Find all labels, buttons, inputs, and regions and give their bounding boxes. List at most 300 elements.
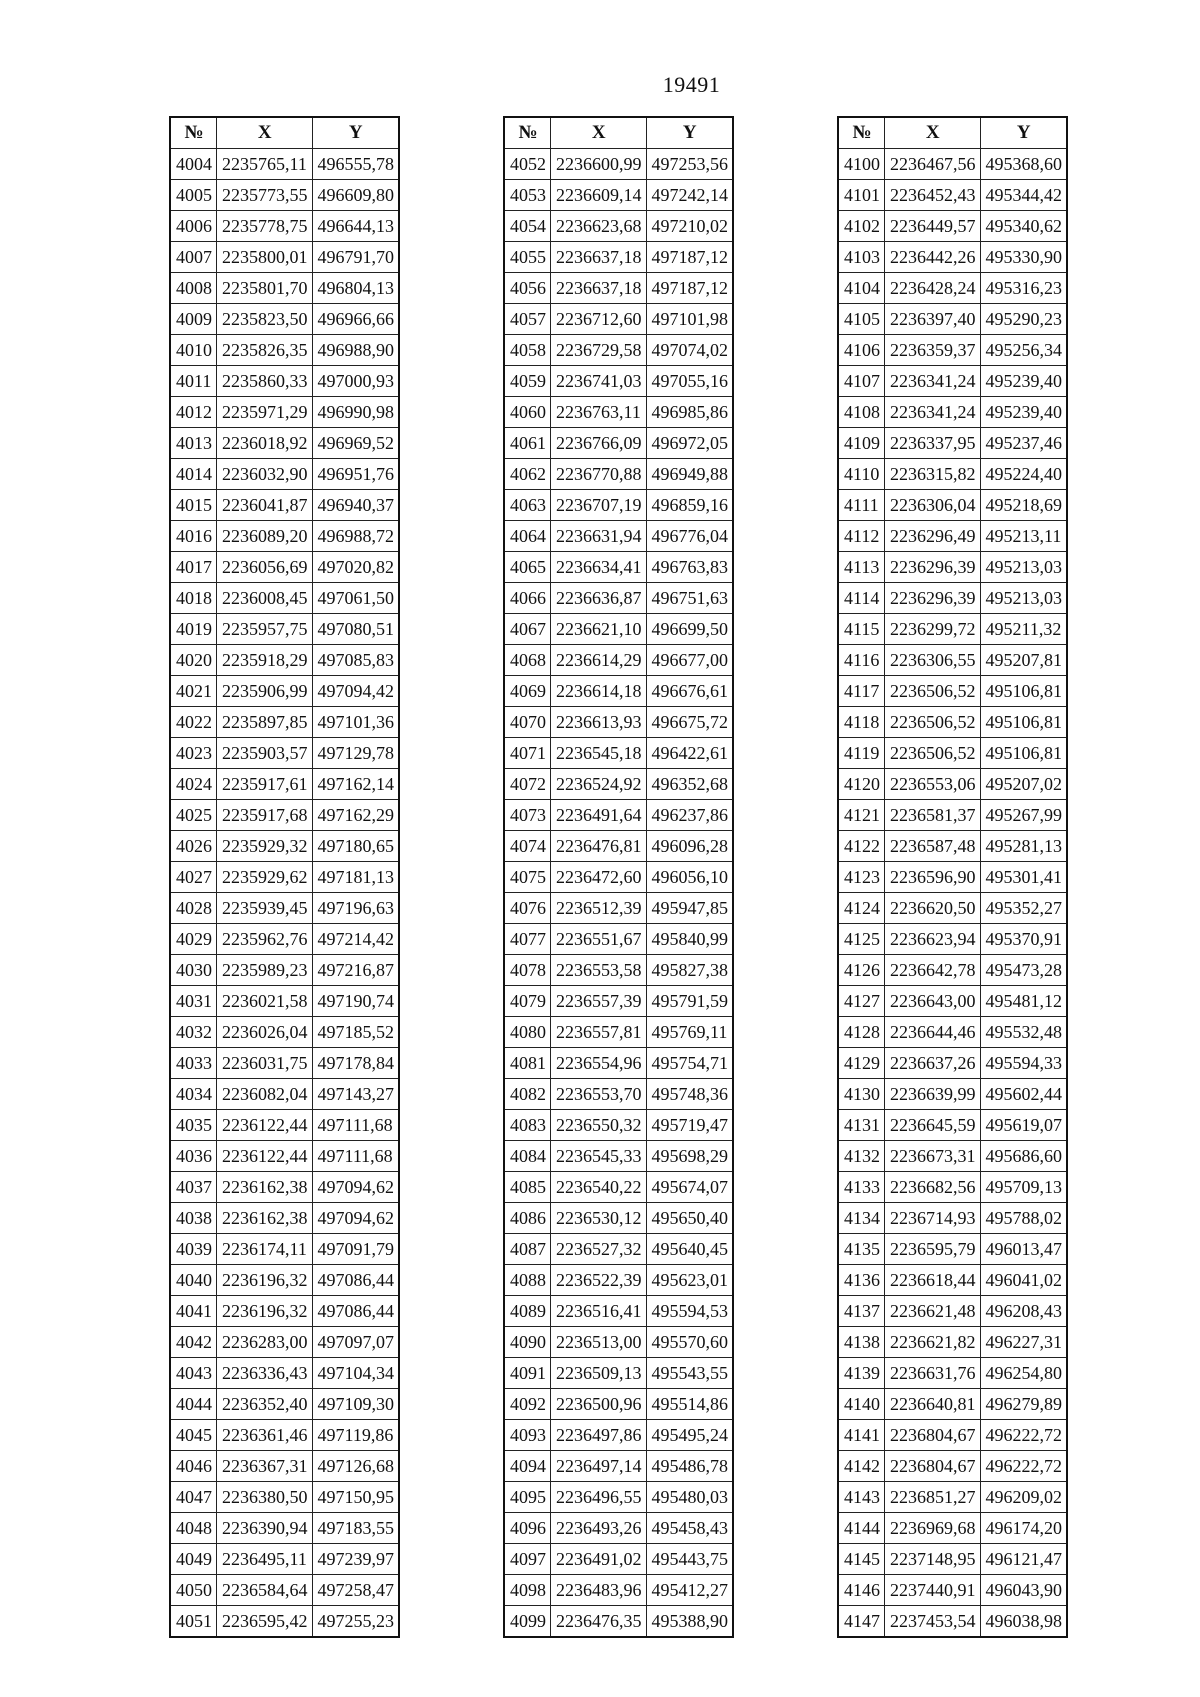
- point-number-cell: 4128: [838, 1017, 885, 1048]
- point-number-cell: 4019: [170, 614, 217, 645]
- point-number-cell: 4016: [170, 521, 217, 552]
- y-coordinate-cell: 495207,02: [980, 769, 1067, 800]
- x-coordinate-cell: 2236506,52: [885, 707, 981, 738]
- point-number-cell: 4075: [504, 862, 551, 893]
- x-coordinate-cell: 2236600,99: [551, 149, 647, 180]
- x-coordinate-cell: 2235929,32: [217, 831, 313, 862]
- y-coordinate-cell: 496677,00: [646, 645, 733, 676]
- table-row: [838, 1544, 1067, 1575]
- point-number-cell: 4042: [170, 1327, 217, 1358]
- y-coordinate-cell: 497187,12: [646, 273, 733, 304]
- point-number-cell: 4051: [170, 1606, 217, 1638]
- x-coordinate-cell: 2236524,92: [551, 769, 647, 800]
- y-coordinate-cell: 497185,52: [312, 1017, 399, 1048]
- table-row: [838, 1358, 1067, 1389]
- x-coordinate-cell: 2235773,55: [217, 180, 313, 211]
- x-coordinate-cell: 2237453,54: [885, 1606, 981, 1638]
- x-coordinate-cell: 2236557,39: [551, 986, 647, 1017]
- x-coordinate-cell: 2236631,76: [885, 1358, 981, 1389]
- point-number-cell: 4134: [838, 1203, 885, 1234]
- point-number-cell: 4008: [170, 273, 217, 304]
- table-row: [838, 1234, 1067, 1265]
- point-number-cell: 4011: [170, 366, 217, 397]
- table-row: [170, 335, 399, 366]
- x-coordinate-cell: 2236162,38: [217, 1203, 313, 1234]
- x-coordinate-cell: 2236390,94: [217, 1513, 313, 1544]
- y-coordinate-cell: 497020,82: [312, 552, 399, 583]
- table-row: [838, 1048, 1067, 1079]
- table-row: [838, 1203, 1067, 1234]
- y-coordinate-cell: 496969,52: [312, 428, 399, 459]
- x-coordinate-cell: 2236643,00: [885, 986, 981, 1017]
- point-number-cell: 4031: [170, 986, 217, 1017]
- y-coordinate-cell: 497094,42: [312, 676, 399, 707]
- x-coordinate-cell: 2236644,46: [885, 1017, 981, 1048]
- point-number-cell: 4067: [504, 614, 551, 645]
- table-row: [170, 738, 399, 769]
- header-y: Y: [312, 117, 399, 149]
- point-number-cell: 4123: [838, 862, 885, 893]
- x-coordinate-cell: 2235800,01: [217, 242, 313, 273]
- table-row: [504, 180, 733, 211]
- table-row: [170, 924, 399, 955]
- x-coordinate-cell: 2236500,96: [551, 1389, 647, 1420]
- header-x: X: [885, 117, 981, 149]
- x-coordinate-cell: 2236359,37: [885, 335, 981, 366]
- x-coordinate-cell: 2236554,96: [551, 1048, 647, 1079]
- point-number-cell: 4119: [838, 738, 885, 769]
- table-row: [838, 521, 1067, 552]
- point-number-cell: 4098: [504, 1575, 551, 1606]
- point-number-cell: 4081: [504, 1048, 551, 1079]
- point-number-cell: 4073: [504, 800, 551, 831]
- x-coordinate-cell: 2236026,04: [217, 1017, 313, 1048]
- point-number-cell: 4140: [838, 1389, 885, 1420]
- y-coordinate-cell: 497150,95: [312, 1482, 399, 1513]
- header-number: №: [504, 117, 551, 149]
- x-coordinate-cell: 2236472,60: [551, 862, 647, 893]
- y-coordinate-cell: 495473,28: [980, 955, 1067, 986]
- point-number-cell: 4061: [504, 428, 551, 459]
- y-coordinate-cell: 495213,03: [980, 552, 1067, 583]
- table-row: [504, 986, 733, 1017]
- x-coordinate-cell: 2236581,37: [885, 800, 981, 831]
- x-coordinate-cell: 2236337,95: [885, 428, 981, 459]
- y-coordinate-cell: 496940,37: [312, 490, 399, 521]
- y-coordinate-cell: 495698,29: [646, 1141, 733, 1172]
- point-number-cell: 4068: [504, 645, 551, 676]
- x-coordinate-cell: 2236283,00: [217, 1327, 313, 1358]
- y-coordinate-cell: 497214,42: [312, 924, 399, 955]
- point-number-cell: 4109: [838, 428, 885, 459]
- table-row: [170, 490, 399, 521]
- y-coordinate-cell: 497180,65: [312, 831, 399, 862]
- y-coordinate-cell: 496859,16: [646, 490, 733, 521]
- header-y: Y: [980, 117, 1067, 149]
- point-number-cell: 4024: [170, 769, 217, 800]
- x-coordinate-cell: 2236428,24: [885, 273, 981, 304]
- table-row: [838, 1017, 1067, 1048]
- x-coordinate-cell: 2236741,03: [551, 366, 647, 397]
- y-coordinate-cell: 496763,83: [646, 552, 733, 583]
- table-row: [170, 149, 399, 180]
- point-number-cell: 4056: [504, 273, 551, 304]
- x-coordinate-cell: 2235826,35: [217, 335, 313, 366]
- y-coordinate-cell: 497097,07: [312, 1327, 399, 1358]
- x-coordinate-cell: 2236341,24: [885, 366, 981, 397]
- table-row: [838, 1420, 1067, 1451]
- table-row: [504, 1420, 733, 1451]
- y-coordinate-cell: 495769,11: [646, 1017, 733, 1048]
- x-coordinate-cell: 2235801,70: [217, 273, 313, 304]
- x-coordinate-cell: 2236553,70: [551, 1079, 647, 1110]
- table-row: [504, 397, 733, 428]
- y-coordinate-cell: 497104,34: [312, 1358, 399, 1389]
- table-row: [504, 1172, 733, 1203]
- x-coordinate-cell: 2236712,60: [551, 304, 647, 335]
- table-row: [170, 1017, 399, 1048]
- y-coordinate-cell: 497111,68: [312, 1110, 399, 1141]
- y-coordinate-cell: 497178,84: [312, 1048, 399, 1079]
- x-coordinate-cell: 2236614,18: [551, 676, 647, 707]
- point-number-cell: 4071: [504, 738, 551, 769]
- table-row: [170, 180, 399, 211]
- point-number-cell: 4036: [170, 1141, 217, 1172]
- x-coordinate-cell: 2235823,50: [217, 304, 313, 335]
- table-row: [504, 707, 733, 738]
- point-number-cell: 4059: [504, 366, 551, 397]
- x-coordinate-cell: 2236495,11: [217, 1544, 313, 1575]
- y-coordinate-cell: 497183,55: [312, 1513, 399, 1544]
- x-coordinate-cell: 2236618,44: [885, 1265, 981, 1296]
- x-coordinate-cell: 2236296,39: [885, 583, 981, 614]
- y-coordinate-cell: 495602,44: [980, 1079, 1067, 1110]
- point-number-cell: 4115: [838, 614, 885, 645]
- table-row: [838, 1110, 1067, 1141]
- y-coordinate-cell: 496013,47: [980, 1234, 1067, 1265]
- table-row: [838, 1575, 1067, 1606]
- point-number-cell: 4038: [170, 1203, 217, 1234]
- point-number-cell: 4090: [504, 1327, 551, 1358]
- table-row: [170, 1389, 399, 1420]
- point-number-cell: 4146: [838, 1575, 885, 1606]
- table-row: [170, 862, 399, 893]
- y-coordinate-cell: 495237,46: [980, 428, 1067, 459]
- point-number-cell: 4078: [504, 955, 551, 986]
- y-coordinate-cell: 497101,36: [312, 707, 399, 738]
- x-coordinate-cell: 2236642,78: [885, 955, 981, 986]
- y-coordinate-cell: 496988,72: [312, 521, 399, 552]
- table-row: [504, 521, 733, 552]
- table-row: [504, 1451, 733, 1482]
- x-coordinate-cell: 2236008,45: [217, 583, 313, 614]
- y-coordinate-cell: 497253,56: [646, 149, 733, 180]
- y-coordinate-cell: 495239,40: [980, 366, 1067, 397]
- x-coordinate-cell: 2236506,52: [885, 676, 981, 707]
- point-number-cell: 4110: [838, 459, 885, 490]
- table-row: [838, 304, 1067, 335]
- x-coordinate-cell: 2236196,32: [217, 1296, 313, 1327]
- x-coordinate-cell: 2236645,59: [885, 1110, 981, 1141]
- x-coordinate-cell: 2236089,20: [217, 521, 313, 552]
- point-number-cell: 4141: [838, 1420, 885, 1451]
- table-row: [838, 645, 1067, 676]
- table-row: [170, 614, 399, 645]
- table-row: [504, 1327, 733, 1358]
- y-coordinate-cell: 495840,99: [646, 924, 733, 955]
- table-row: [504, 1079, 733, 1110]
- point-number-cell: 4004: [170, 149, 217, 180]
- point-number-cell: 4026: [170, 831, 217, 862]
- y-coordinate-cell: 496174,20: [980, 1513, 1067, 1544]
- point-number-cell: 4053: [504, 180, 551, 211]
- x-coordinate-cell: 2236553,06: [885, 769, 981, 800]
- x-coordinate-cell: 2236637,18: [551, 242, 647, 273]
- table-row: [504, 1017, 733, 1048]
- x-coordinate-cell: 2236596,90: [885, 862, 981, 893]
- x-coordinate-cell: 2236496,55: [551, 1482, 647, 1513]
- x-coordinate-cell: 2236296,39: [885, 552, 981, 583]
- x-coordinate-cell: 2235897,85: [217, 707, 313, 738]
- point-number-cell: 4041: [170, 1296, 217, 1327]
- point-number-cell: 4062: [504, 459, 551, 490]
- point-number-cell: 4025: [170, 800, 217, 831]
- point-number-cell: 4080: [504, 1017, 551, 1048]
- point-number-cell: 4112: [838, 521, 885, 552]
- y-coordinate-cell: 496804,13: [312, 273, 399, 304]
- x-coordinate-cell: 2236545,18: [551, 738, 647, 769]
- y-coordinate-cell: 496949,88: [646, 459, 733, 490]
- point-number-cell: 4089: [504, 1296, 551, 1327]
- point-number-cell: 4072: [504, 769, 551, 800]
- x-coordinate-cell: 2236397,40: [885, 304, 981, 335]
- table-row: [504, 862, 733, 893]
- table-row: [504, 955, 733, 986]
- table-row: [170, 459, 399, 490]
- table-row: [170, 1110, 399, 1141]
- y-coordinate-cell: 497119,86: [312, 1420, 399, 1451]
- point-number-cell: 4086: [504, 1203, 551, 1234]
- table-row: [838, 676, 1067, 707]
- x-coordinate-cell: 2236637,26: [885, 1048, 981, 1079]
- x-coordinate-cell: 2236545,33: [551, 1141, 647, 1172]
- y-coordinate-cell: 495106,81: [980, 738, 1067, 769]
- table-row: [838, 769, 1067, 800]
- point-number-cell: 4122: [838, 831, 885, 862]
- y-coordinate-cell: 495754,71: [646, 1048, 733, 1079]
- point-number-cell: 4046: [170, 1451, 217, 1482]
- y-coordinate-cell: 495686,60: [980, 1141, 1067, 1172]
- x-coordinate-cell: 2236467,56: [885, 149, 981, 180]
- point-number-cell: 4120: [838, 769, 885, 800]
- y-coordinate-cell: 497091,79: [312, 1234, 399, 1265]
- table-row: [504, 428, 733, 459]
- table-row: [838, 800, 1067, 831]
- header-number: №: [838, 117, 885, 149]
- x-coordinate-cell: 2236623,94: [885, 924, 981, 955]
- header-y: Y: [646, 117, 733, 149]
- y-coordinate-cell: 495480,03: [646, 1482, 733, 1513]
- y-coordinate-cell: 495594,33: [980, 1048, 1067, 1079]
- header-x: X: [551, 117, 647, 149]
- x-coordinate-cell: 2237148,95: [885, 1544, 981, 1575]
- table-row: [170, 1482, 399, 1513]
- x-coordinate-cell: 2236491,64: [551, 800, 647, 831]
- table-row: [838, 149, 1067, 180]
- table-row: [170, 986, 399, 1017]
- point-number-cell: 4007: [170, 242, 217, 273]
- point-number-cell: 4138: [838, 1327, 885, 1358]
- x-coordinate-cell: 2235778,75: [217, 211, 313, 242]
- x-coordinate-cell: 2236476,81: [551, 831, 647, 862]
- table-row: [504, 893, 733, 924]
- point-number-cell: 4009: [170, 304, 217, 335]
- y-coordinate-cell: 496609,80: [312, 180, 399, 211]
- y-coordinate-cell: 496209,02: [980, 1482, 1067, 1513]
- point-number-cell: 4015: [170, 490, 217, 521]
- point-number-cell: 4100: [838, 149, 885, 180]
- y-coordinate-cell: 497055,16: [646, 366, 733, 397]
- point-number-cell: 4049: [170, 1544, 217, 1575]
- point-number-cell: 4074: [504, 831, 551, 862]
- y-coordinate-cell: 496056,10: [646, 862, 733, 893]
- point-number-cell: 4035: [170, 1110, 217, 1141]
- x-coordinate-cell: 2236336,43: [217, 1358, 313, 1389]
- x-coordinate-cell: 2236516,41: [551, 1296, 647, 1327]
- y-coordinate-cell: 497061,50: [312, 583, 399, 614]
- x-coordinate-cell: 2235860,33: [217, 366, 313, 397]
- x-coordinate-cell: 2235957,75: [217, 614, 313, 645]
- x-coordinate-cell: 2235918,29: [217, 645, 313, 676]
- point-number-cell: 4039: [170, 1234, 217, 1265]
- y-coordinate-cell: 497085,83: [312, 645, 399, 676]
- table-row: [504, 1513, 733, 1544]
- point-number-cell: 4129: [838, 1048, 885, 1079]
- y-coordinate-cell: 495340,62: [980, 211, 1067, 242]
- table-row: [170, 583, 399, 614]
- x-coordinate-cell: 2236804,67: [885, 1451, 981, 1482]
- y-coordinate-cell: 495301,41: [980, 862, 1067, 893]
- x-coordinate-cell: 2236513,00: [551, 1327, 647, 1358]
- x-coordinate-cell: 2236497,14: [551, 1451, 647, 1482]
- table-row: [838, 335, 1067, 366]
- y-coordinate-cell: 496422,61: [646, 738, 733, 769]
- point-number-cell: 4092: [504, 1389, 551, 1420]
- y-coordinate-cell: 496988,90: [312, 335, 399, 366]
- x-coordinate-cell: 2236640,81: [885, 1389, 981, 1420]
- y-coordinate-cell: 495640,45: [646, 1234, 733, 1265]
- x-coordinate-cell: 2236636,87: [551, 583, 647, 614]
- point-number-cell: 4096: [504, 1513, 551, 1544]
- y-coordinate-cell: 497086,44: [312, 1296, 399, 1327]
- y-coordinate-cell: 496791,70: [312, 242, 399, 273]
- y-coordinate-cell: 495719,47: [646, 1110, 733, 1141]
- table-row: [170, 1420, 399, 1451]
- point-number-cell: 4101: [838, 180, 885, 211]
- point-number-cell: 4006: [170, 211, 217, 242]
- table-row: [504, 459, 733, 490]
- y-coordinate-cell: 497094,62: [312, 1172, 399, 1203]
- point-number-cell: 4013: [170, 428, 217, 459]
- y-coordinate-cell: 495316,23: [980, 273, 1067, 304]
- point-number-cell: 4135: [838, 1234, 885, 1265]
- point-number-cell: 4028: [170, 893, 217, 924]
- x-coordinate-cell: 2236041,87: [217, 490, 313, 521]
- table-row: [504, 1110, 733, 1141]
- x-coordinate-cell: 2236056,69: [217, 552, 313, 583]
- y-coordinate-cell: 496644,13: [312, 211, 399, 242]
- y-coordinate-cell: 495281,13: [980, 831, 1067, 862]
- table-row: [170, 645, 399, 676]
- y-coordinate-cell: 496966,66: [312, 304, 399, 335]
- x-coordinate-cell: 2236631,94: [551, 521, 647, 552]
- y-coordinate-cell: 497162,29: [312, 800, 399, 831]
- point-number-cell: 4114: [838, 583, 885, 614]
- y-coordinate-cell: 495290,23: [980, 304, 1067, 335]
- point-number-cell: 4033: [170, 1048, 217, 1079]
- x-coordinate-cell: 2236614,29: [551, 645, 647, 676]
- y-coordinate-cell: 495211,32: [980, 614, 1067, 645]
- y-coordinate-cell: 495106,81: [980, 676, 1067, 707]
- table-row: [504, 614, 733, 645]
- table-row: [838, 459, 1067, 490]
- x-coordinate-cell: 2236639,99: [885, 1079, 981, 1110]
- table-row: [504, 1575, 733, 1606]
- point-number-cell: 4131: [838, 1110, 885, 1141]
- y-coordinate-cell: 496352,68: [646, 769, 733, 800]
- y-coordinate-cell: 495368,60: [980, 149, 1067, 180]
- table-row: [170, 428, 399, 459]
- y-coordinate-cell: 495947,85: [646, 893, 733, 924]
- table-row: [170, 1265, 399, 1296]
- table-row: [170, 1575, 399, 1606]
- x-coordinate-cell: 2236621,48: [885, 1296, 981, 1327]
- y-coordinate-cell: 495388,90: [646, 1606, 733, 1638]
- table-row: [504, 242, 733, 273]
- table-row: [170, 1513, 399, 1544]
- table-row: [838, 583, 1067, 614]
- y-coordinate-cell: 495218,69: [980, 490, 1067, 521]
- y-coordinate-cell: 497239,97: [312, 1544, 399, 1575]
- point-number-cell: 4043: [170, 1358, 217, 1389]
- point-number-cell: 4077: [504, 924, 551, 955]
- y-coordinate-cell: 495623,01: [646, 1265, 733, 1296]
- x-coordinate-cell: 2236530,12: [551, 1203, 647, 1234]
- table-row: [170, 769, 399, 800]
- table-row: [838, 738, 1067, 769]
- table-row: [504, 831, 733, 862]
- x-coordinate-cell: 2236729,58: [551, 335, 647, 366]
- y-coordinate-cell: 497216,87: [312, 955, 399, 986]
- table-row: [504, 800, 733, 831]
- point-number-cell: 4144: [838, 1513, 885, 1544]
- x-coordinate-cell: 2236620,50: [885, 893, 981, 924]
- point-number-cell: 4142: [838, 1451, 885, 1482]
- x-coordinate-cell: 2235903,57: [217, 738, 313, 769]
- x-coordinate-cell: 2236634,41: [551, 552, 647, 583]
- y-coordinate-cell: 496121,47: [980, 1544, 1067, 1575]
- table-row: [838, 1513, 1067, 1544]
- table-row: [838, 986, 1067, 1017]
- point-number-cell: 4097: [504, 1544, 551, 1575]
- y-coordinate-cell: 497162,14: [312, 769, 399, 800]
- table-row: [504, 1544, 733, 1575]
- point-number-cell: 4145: [838, 1544, 885, 1575]
- table-row: [504, 1296, 733, 1327]
- table-row: [170, 1172, 399, 1203]
- y-coordinate-cell: 497074,02: [646, 335, 733, 366]
- x-coordinate-cell: 2236522,39: [551, 1265, 647, 1296]
